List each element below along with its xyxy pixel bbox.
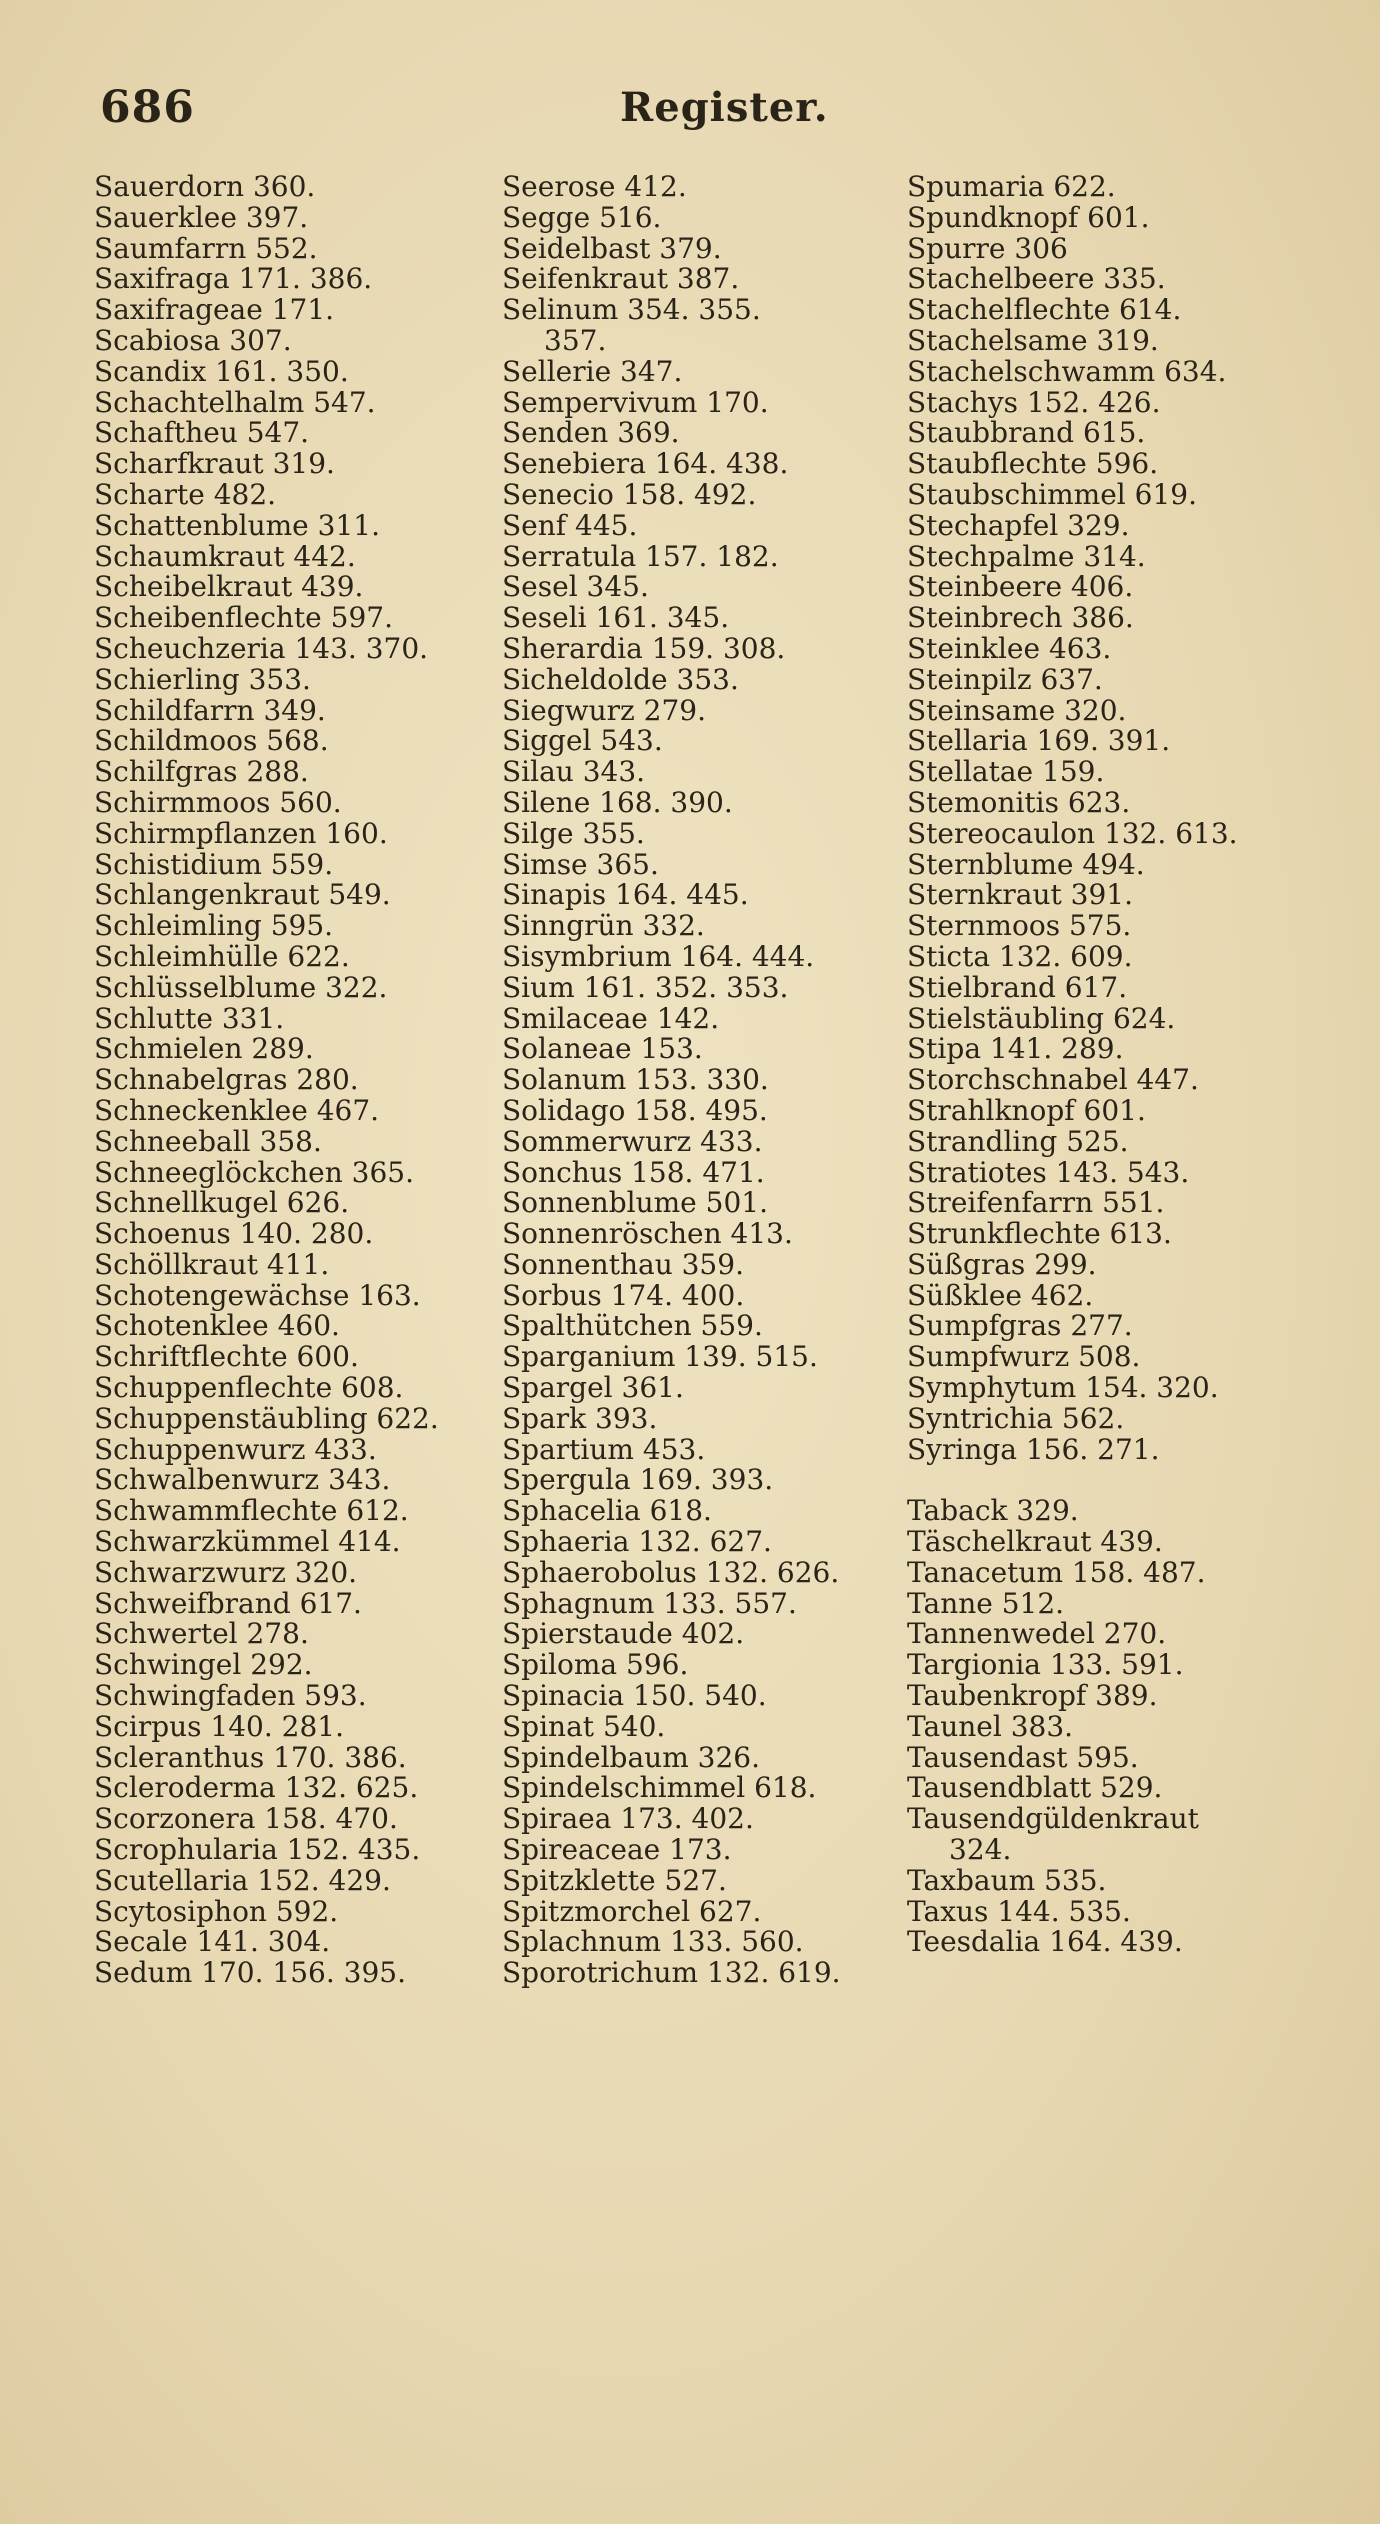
index-entry: Solanum 153. 330.: [502, 1063, 769, 1097]
index-entry: Simse 365.: [502, 847, 659, 881]
index-entry: Sonchus 158. 471.: [502, 1155, 765, 1189]
index-entry: Stachelschwamm 634.: [907, 354, 1227, 388]
index-entry: Scleranthus 170. 386.: [94, 1740, 407, 1774]
index-entry: Schmielen 289.: [94, 1032, 314, 1066]
index-entry: Schistidium 559.: [94, 847, 334, 881]
index-column-2: [502, 172, 922, 1989]
index-entry: Smilaceae 142.: [502, 1001, 720, 1035]
index-entry: Spargel 361.: [502, 1371, 684, 1405]
index-entry: Storchschnabel 447.: [907, 1063, 1199, 1097]
index-entry: Stachys 152. 426.: [907, 385, 1161, 419]
index-entry: Spindelbaum 326.: [502, 1740, 760, 1774]
index-entry: Schattenblume 311.: [94, 508, 380, 542]
index-entry: Silge 355.: [502, 816, 645, 850]
index-entry: Syringa 156. 271.: [907, 1432, 1160, 1466]
index-entry: Stipa 141. 289.: [907, 1032, 1124, 1066]
index-entry: Splachnum 133. 560.: [502, 1925, 804, 1959]
index-entry: Teesdalia 164. 439.: [907, 1925, 1183, 1959]
index-entry: Sonnenröschen 413.: [502, 1217, 793, 1251]
index-entry: Scheibenflechte 597.: [94, 601, 393, 635]
index-entry: Schlüsselblume 322.: [94, 970, 388, 1004]
index-entry: Schuppenwurz 433.: [94, 1432, 377, 1466]
index-entry: Spiraea 173. 402.: [502, 1802, 754, 1836]
index-entry: Senden 369.: [502, 416, 680, 450]
index-entry: Strahlknopf 601.: [907, 1093, 1146, 1127]
index-entry: Stechapfel 329.: [907, 508, 1130, 542]
index-entry: Sumpfgras 277.: [907, 1309, 1133, 1343]
index-entry: Saumfarrn 552.: [94, 231, 318, 265]
index-entry: Schwammflechte 612.: [94, 1494, 409, 1528]
index-entry: Sumpfwurz 508.: [907, 1340, 1141, 1374]
index-entry: Strunkflechte 613.: [907, 1217, 1172, 1251]
index-entry: Scorzonera 158. 470.: [94, 1802, 398, 1836]
index-entry: Spiloma 596.: [502, 1648, 689, 1682]
index-column-1: [94, 172, 514, 1989]
index-entry: Tausendast 595.: [907, 1740, 1139, 1774]
index-entry: Sauerdorn 360.: [94, 170, 316, 203]
index-entry: Taxbaum 535.: [907, 1863, 1107, 1897]
index-entry: Sticta 132. 609.: [907, 939, 1133, 973]
index-entry: Schildmoos 568.: [94, 724, 329, 758]
index-entry: Senf 445.: [502, 508, 638, 542]
index-entry: Schneeglöckchen 365.: [94, 1155, 415, 1189]
index-entry: Scheuchzeria 143. 370.: [94, 631, 429, 665]
index-entry: Seidelbast 379.: [502, 231, 722, 265]
index-entry: Schnellkugel 626.: [94, 1186, 350, 1220]
index-entry: Spierstaude 402.: [502, 1617, 745, 1651]
index-entry: Seifenkraut 387.: [502, 262, 740, 296]
index-entry: Spitzklette 527.: [502, 1863, 727, 1897]
index-entry: Schoenus 140. 280.: [94, 1217, 374, 1251]
running-title: Register.: [620, 84, 829, 131]
index-entry: Spartium 453.: [502, 1432, 706, 1466]
index-entry: Tausendgüldenkraut: [907, 1802, 1199, 1836]
index-entry: Solidago 158. 495.: [502, 1093, 768, 1127]
index-entry: Saxifrageae 171.: [94, 293, 335, 327]
index-entry: Steinbeere 406.: [907, 570, 1134, 604]
index-entry: Schirmpflanzen 160.: [94, 816, 388, 850]
index-entry: Scutellaria 152. 429.: [94, 1863, 391, 1897]
page-header: [100, 82, 1280, 142]
index-entry: Spindelschimmel 618.: [502, 1771, 817, 1805]
index-entry: Sternkraut 391.: [907, 878, 1133, 912]
index-entry: Scheibelkraut 439.: [94, 570, 364, 604]
index-entry: Sporotrichum 132. 619.: [502, 1956, 841, 1990]
index-entry: Schotenklee 460.: [94, 1309, 340, 1343]
index-entry: Scharfkraut 319.: [94, 447, 335, 481]
index-entry: Spark 393.: [502, 1401, 658, 1435]
index-entry: Strandling 525.: [907, 1124, 1129, 1158]
index-entry: Schirmmoos 560.: [94, 785, 342, 819]
index-entry: Steinpilz 637.: [907, 662, 1103, 696]
index-entry: Scleroderma 132. 625.: [94, 1771, 419, 1805]
index-entry: Silene 168. 390.: [502, 785, 733, 819]
index-entry: Siggel 543.: [502, 724, 663, 758]
index-entry: Steinklee 463.: [907, 631, 1112, 665]
index-entry: Schleimling 595.: [94, 909, 334, 943]
index-entry: Taunel 383.: [907, 1709, 1074, 1743]
index-entry: Targionia 133. 591.: [907, 1648, 1184, 1682]
index-entry: Stereocaulon 132. 613.: [907, 816, 1238, 850]
index-entry: Sherardia 159. 308.: [502, 631, 786, 665]
index-entry: Schaumkraut 442.: [94, 539, 356, 573]
index-entry: Sesel 345.: [502, 570, 649, 604]
index-entry: Secale 141. 304.: [94, 1925, 331, 1959]
index-entry: Scandix 161. 350.: [94, 354, 349, 388]
index-entry: Schwingel 292.: [94, 1648, 313, 1682]
index-entry: Schaftheu 547.: [94, 416, 310, 450]
index-entry: Sternmoos 575.: [907, 909, 1132, 943]
index-entry: Stechpalme 314.: [907, 539, 1146, 573]
index-entry: Stellaria 169. 391.: [907, 724, 1171, 758]
index-entry: Silau 343.: [502, 755, 646, 789]
index-entry: Serratula 157. 182.: [502, 539, 779, 573]
index-entry: Sellerie 347.: [502, 354, 683, 388]
index-entry: Sinngrün 332.: [502, 909, 705, 943]
index-entry: 357.: [544, 323, 607, 357]
index-entry: Tausendblatt 529.: [907, 1771, 1163, 1805]
index-entry: Schilfgras 288.: [94, 755, 309, 789]
index-entry: Scrophularia 152. 435.: [94, 1833, 421, 1867]
blank-line: [907, 1465, 1327, 1496]
index-entry: Schildfarrn 349.: [94, 693, 326, 727]
index-entry: Sonnenblume 501.: [502, 1186, 768, 1220]
index-entry: Taback 329.: [907, 1494, 1079, 1528]
index-entry: Steinbrech 386.: [907, 601, 1134, 635]
index-entry: Stachelflechte 614.: [907, 293, 1182, 327]
index-entry: Sternblume 494.: [907, 847, 1145, 881]
index-entry: Sium 161. 352. 353.: [502, 970, 789, 1004]
page-number: 686: [100, 82, 195, 133]
index-entry: Süßgras 299.: [907, 1247, 1097, 1281]
index-entry: Sphaeria 132. 627.: [502, 1525, 772, 1559]
index-entry: Scharte 482.: [94, 477, 277, 511]
index-entry: Seseli 161. 345.: [502, 601, 730, 635]
index-entry: Stemonitis 623.: [907, 785, 1131, 819]
index-entry: Schwarzwurz 320.: [94, 1555, 358, 1589]
index-entry: Schierling 353.: [94, 662, 311, 696]
index-entry: Taubenkropf 389.: [907, 1679, 1158, 1713]
index-entry: Spitzmorchel 627.: [502, 1894, 762, 1928]
index-entry: Sempervivum 170.: [502, 385, 769, 419]
index-entry: Sphagnum 133. 557.: [502, 1586, 797, 1620]
index-entry: Staubbrand 615.: [907, 416, 1146, 450]
index-entry: Schwertel 278.: [94, 1617, 309, 1651]
index-column-3: [907, 172, 1327, 1958]
index-entry: Schwalbenwurz 343.: [94, 1463, 391, 1497]
index-entry: Sisymbrium 164. 444.: [502, 939, 815, 973]
index-entry: Stratiotes 143. 543.: [907, 1155, 1190, 1189]
index-entry: Sauerklee 397.: [94, 200, 309, 234]
index-entry: Tanne 512.: [907, 1586, 1065, 1620]
index-entry: Saxifraga 171. 386.: [94, 262, 373, 296]
index-entry: Stachelsame 319.: [907, 323, 1159, 357]
index-entry: Sicheldolde 353.: [502, 662, 739, 696]
index-entry: Schriftflechte 600.: [94, 1340, 359, 1374]
index-entry: Tanacetum 158. 487.: [907, 1555, 1206, 1589]
index-entry: Steinsame 320.: [907, 693, 1127, 727]
index-entry: Stachelbeere 335.: [907, 262, 1166, 296]
index-entry: Spundknopf 601.: [907, 200, 1150, 234]
index-entry: Solaneae 153.: [502, 1032, 703, 1066]
index-entry: Symphytum 154. 320.: [907, 1371, 1219, 1405]
index-entry: Spalthütchen 559.: [502, 1309, 763, 1343]
index-entry: Spinat 540.: [502, 1709, 666, 1743]
index-entry: Schweifbrand 617.: [94, 1586, 362, 1620]
index-entry: Scytosiphon 592.: [94, 1894, 339, 1928]
index-entry: Seerose 412.: [502, 170, 687, 203]
index-entry: Schöllkraut 411.: [94, 1247, 330, 1281]
index-entry: Schachtelhalm 547.: [94, 385, 376, 419]
index-entry: Schotengewächse 163.: [94, 1278, 421, 1312]
index-entry: Senecio 158. 492.: [502, 477, 757, 511]
index-entry: Spireaceae 173.: [502, 1833, 732, 1867]
index-entry: Sommerwurz 433.: [502, 1124, 763, 1158]
index-entry: Stielbrand 617.: [907, 970, 1128, 1004]
index-entry: Sinapis 164. 445.: [502, 878, 749, 912]
index-entry: Scabiosa 307.: [94, 323, 292, 357]
index-entry: Schneckenklee 467.: [94, 1093, 380, 1127]
index-entry: Stellatae 159.: [907, 755, 1105, 789]
index-entry: Streifenfarrn 551.: [907, 1186, 1165, 1220]
index-entry: Sedum 170. 156. 395.: [94, 1956, 406, 1990]
index-entry: Siegwurz 279.: [502, 693, 707, 727]
index-entry: Spurre 306: [907, 231, 1068, 265]
index-entry: Selinum 354. 355.: [502, 293, 761, 327]
index-entry: Sonnenthau 359.: [502, 1247, 744, 1281]
index-entry: Senebiera 164. 438.: [502, 447, 789, 481]
index-entry: Schwingfaden 593.: [94, 1679, 367, 1713]
index-entry: Täschelkraut 439.: [907, 1525, 1163, 1559]
index-entry: Taxus 144. 535.: [907, 1894, 1131, 1928]
index-entry: Sphaerobolus 132. 626.: [502, 1555, 840, 1589]
index-entry: Süßklee 462.: [907, 1278, 1094, 1312]
index-entry: Schleimhülle 622.: [94, 939, 350, 973]
index-entry: Scirpus 140. 281.: [94, 1709, 345, 1743]
index-entry: Syntrichia 562.: [907, 1401, 1125, 1435]
index-entry: 324.: [949, 1833, 1012, 1867]
index-entry: Spumaria 622.: [907, 170, 1116, 203]
index-entry: Spergula 169. 393.: [502, 1463, 774, 1497]
index-entry: Staubschimmel 619.: [907, 477, 1197, 511]
index-entry: Sphacelia 618.: [502, 1494, 712, 1528]
index-entry: Schlutte 331.: [94, 1001, 285, 1035]
index-entry: Schnabelgras 280.: [94, 1063, 359, 1097]
index-entry: Schneeball 358.: [94, 1124, 322, 1158]
index-entry: Spinacia 150. 540.: [502, 1679, 767, 1713]
index-entry: Staubflechte 596.: [907, 447, 1159, 481]
index-entry: Tannenwedel 270.: [907, 1617, 1167, 1651]
index-entry: Schwarzkümmel 414.: [94, 1525, 401, 1559]
index-entry: Schuppenflechte 608.: [94, 1371, 404, 1405]
index-entry: Schlangenkraut 549.: [94, 878, 391, 912]
index-entry: Stielstäubling 624.: [907, 1001, 1176, 1035]
index-entry: Sorbus 174. 400.: [502, 1278, 745, 1312]
index-entry: Schuppenstäubling 622.: [94, 1401, 439, 1435]
index-entry: Segge 516.: [502, 200, 662, 234]
index-entry: Sparganium 139. 515.: [502, 1340, 818, 1374]
